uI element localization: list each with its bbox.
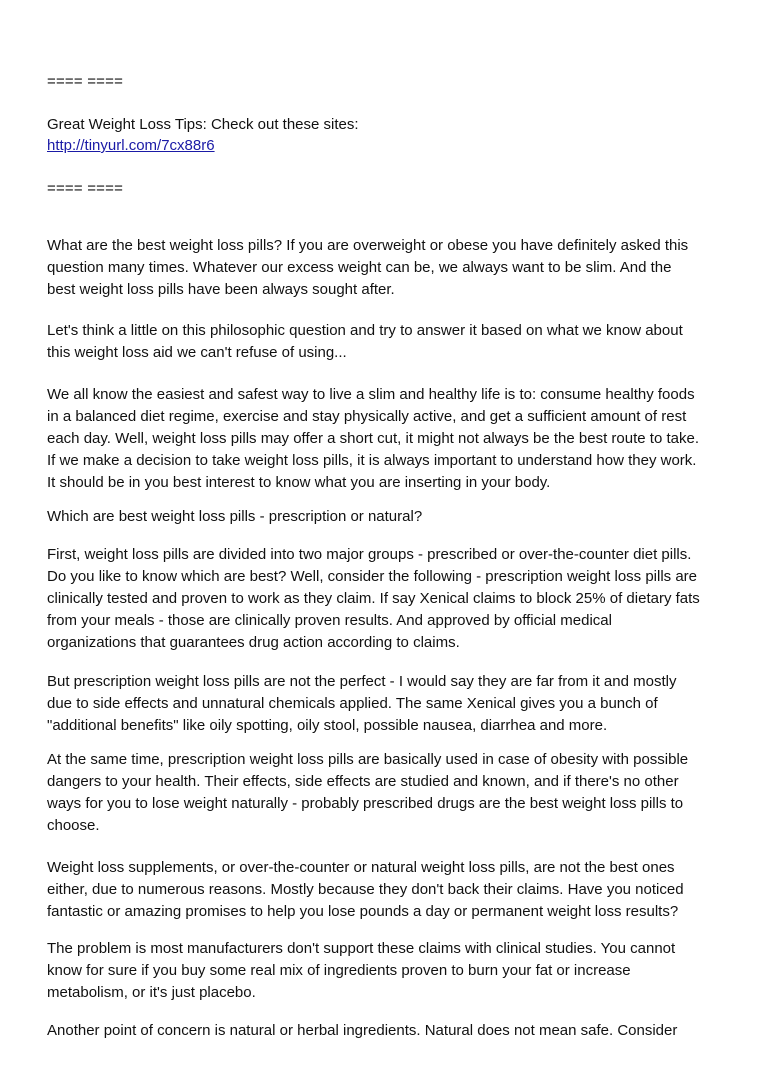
paragraph-line: fantastic or amazing promises to help you lose pounds a day or permanent weight loss results?	[47, 903, 679, 920]
separator-bottom: ==== ====	[47, 180, 124, 197]
paragraph-line: this weight loss aid we can't refuse of using...	[47, 344, 347, 361]
paragraph-line: in a balanced diet regime, exercise and stay physically active, and get a sufficient amount of rest	[47, 408, 687, 425]
paragraph-line: Another point of concern is natural or herbal ingredients. Natural does not mean safe. Consider	[47, 1022, 678, 1039]
paragraph-4	[47, 506, 747, 528]
paragraph-line: Let's think a little on this philosophic question and try to answer it based on what we know about	[47, 322, 683, 339]
paragraph-5	[47, 544, 747, 654]
paragraph-line: The problem is most manufacturers don't support these claims with clinical studies. You cannot	[47, 940, 676, 957]
paragraph-10	[47, 1020, 747, 1042]
paragraph-line: It should be in you best interest to know what you are inserting in your body.	[47, 474, 551, 491]
paragraph-line: Do you like to know which are best? Well, consider the following - prescription weight loss pills are	[47, 568, 698, 585]
paragraph-7	[47, 749, 747, 837]
separator-top: ==== ====	[47, 73, 124, 90]
paragraph-line: due to side effects and unnatural chemicals applied. The same Xenical gives you a bunch of	[47, 695, 658, 712]
paragraph-9	[47, 938, 747, 1004]
paragraph-line: If we make a decision to take weight loss pills, it is always important to understand how they work.	[47, 452, 697, 469]
paragraph-line: "additional benefits" like oily spotting, oily stool, possible nausea, diarrhea and more.	[47, 717, 608, 734]
paragraph-line: either, due to numerous reasons. Mostly because they don't back their claims. Have you noticed	[47, 881, 684, 898]
paragraph-line: Which are best weight loss pills - prescription or natural?	[47, 508, 423, 525]
paragraph-1	[47, 235, 747, 301]
tips-link[interactable]: http://tinyurl.com/7cx88r6	[47, 137, 215, 154]
paragraph-line: First, weight loss pills are divided into two major groups - prescribed or over-the-counter diet pills.	[47, 546, 692, 563]
paragraph-line: What are the best weight loss pills? If you are overweight or obese you have definitely asked this	[47, 237, 689, 254]
paragraph-line: from your meals - those are clinically proven results. And approved by official medical	[47, 612, 612, 629]
tips-label: Great Weight Loss Tips: Check out these sites:	[47, 116, 359, 133]
paragraph-line: know for sure if you buy some real mix of ingredients proven to burn your fat or increase	[47, 962, 631, 979]
paragraph-3	[47, 384, 747, 494]
paragraph-line: question many times. Whatever our excess weight can be, we always want to be slim. And the	[47, 259, 672, 276]
paragraph-line: best weight loss pills have been always sought after.	[47, 281, 395, 298]
paragraph-line: Weight loss supplements, or over-the-counter or natural weight loss pills, are not the best ones	[47, 859, 675, 876]
paragraph-line: dangers to your health. Their effects, side effects are studied and known, and if there's no other	[47, 773, 679, 790]
paragraph-2	[47, 320, 747, 364]
paragraph-line: But prescription weight loss pills are not the perfect - I would say they are far from it and mostly	[47, 673, 677, 690]
paragraph-line: choose.	[47, 817, 100, 834]
paragraph-line: We all know the easiest and safest way to live a slim and healthy life is to: consume healthy foods	[47, 386, 695, 403]
paragraph-6	[47, 671, 747, 737]
paragraph-line: organizations that guarantees drug action according to claims.	[47, 634, 460, 651]
paragraph-line: ways for you to lose weight naturally - probably prescribed drugs are the best weight loss pills to	[47, 795, 684, 812]
paragraph-8	[47, 857, 747, 923]
paragraph-line: clinically tested and proven to work as they claim. If say Xenical claims to block 25% of dietary fats	[47, 590, 700, 607]
paragraph-line: each day. Well, weight loss pills may offer a short cut, it might not always be the best route to take.	[47, 430, 699, 447]
paragraph-line: At the same time, prescription weight loss pills are basically used in case of obesity with possible	[47, 751, 689, 768]
paragraph-line: metabolism, or it's just placebo.	[47, 984, 256, 1001]
